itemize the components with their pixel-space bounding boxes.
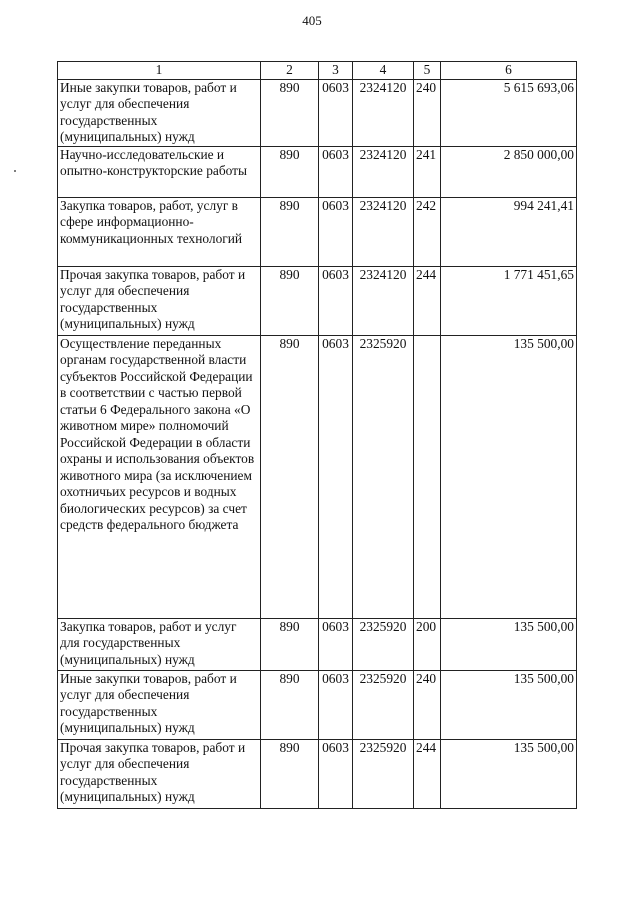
row-amount: 135 500,00 [441, 618, 577, 670]
margin-speck [14, 170, 16, 172]
row-section-code: 0603 [319, 79, 353, 146]
page-number: 405 [302, 13, 322, 28]
row-expense-type: 200 [414, 618, 441, 670]
row-name: Закупка товаров, работ и услуг для государственных (муниципальных) нужд [58, 618, 261, 670]
row-section-code: 0603 [319, 335, 353, 618]
row-section-code: 0603 [319, 739, 353, 808]
row-amount: 135 500,00 [441, 739, 577, 808]
row-section-code: 0603 [319, 670, 353, 739]
budget-table [57, 61, 577, 809]
table-row [58, 335, 577, 618]
header-col-2: 2 [261, 62, 319, 80]
row-name: Научно-исследовательские и опытно-конструкторские работы [58, 146, 261, 197]
row-amount: 994 241,41 [441, 197, 577, 266]
row-target-code: 2324120 [353, 197, 414, 266]
row-name: Закупка товаров, работ, услуг в сфере информационно-коммуникационных технологий [58, 197, 261, 266]
header-row [58, 62, 577, 80]
table-row [58, 197, 577, 266]
row-admin-code: 890 [261, 266, 319, 335]
row-target-code: 2324120 [353, 266, 414, 335]
row-target-code: 2324120 [353, 146, 414, 197]
row-name: Осуществление переданных органам государственной власти субъектов Российской Федерации в соответствии с частью первой статьи 6 Федерального закона «О животном мире» полномочий Российской Федерации в области охраны и использования объектов животного мира (за исключением охотничьих ресурсов и водных биологических ресурсов) за счет средств федерального бюджета [58, 335, 261, 618]
row-section-code: 0603 [319, 618, 353, 670]
row-expense-type: 240 [414, 670, 441, 739]
row-amount: 135 500,00 [441, 335, 577, 618]
row-name: Прочая закупка товаров, работ и услуг для обеспечения государственных (муниципальных) нужд [58, 266, 261, 335]
row-expense-type: 241 [414, 146, 441, 197]
table-row [58, 266, 577, 335]
row-target-code: 2325920 [353, 618, 414, 670]
row-section-code: 0603 [319, 146, 353, 197]
row-amount: 1 771 451,65 [441, 266, 577, 335]
row-amount: 5 615 693,06 [441, 79, 577, 146]
row-name: Прочая закупка товаров, работ и услуг для обеспечения государственных (муниципальных) нужд [58, 739, 261, 808]
row-admin-code: 890 [261, 670, 319, 739]
table-row [58, 146, 577, 197]
table-row [58, 618, 577, 670]
row-amount: 2 850 000,00 [441, 146, 577, 197]
header-col-4: 4 [353, 62, 414, 80]
row-section-code: 0603 [319, 197, 353, 266]
row-admin-code: 890 [261, 335, 319, 618]
header-col-1: 1 [58, 62, 261, 80]
table-row [58, 670, 577, 739]
row-expense-type: 244 [414, 266, 441, 335]
row-name: Иные закупки товаров, работ и услуг для обеспечения государственных (муниципальных) нужд [58, 79, 261, 146]
row-admin-code: 890 [261, 146, 319, 197]
row-expense-type [414, 335, 441, 618]
row-admin-code: 890 [261, 197, 319, 266]
row-section-code: 0603 [319, 266, 353, 335]
row-name: Иные закупки товаров, работ и услуг для обеспечения государственных (муниципальных) нужд [58, 670, 261, 739]
table-row [58, 739, 577, 808]
row-target-code: 2325920 [353, 739, 414, 808]
row-expense-type: 244 [414, 739, 441, 808]
row-admin-code: 890 [261, 618, 319, 670]
row-target-code: 2325920 [353, 335, 414, 618]
header-col-5: 5 [414, 62, 441, 80]
row-expense-type: 240 [414, 79, 441, 146]
row-target-code: 2324120 [353, 79, 414, 146]
header-col-6: 6 [441, 62, 577, 80]
table-row [58, 79, 577, 146]
row-admin-code: 890 [261, 739, 319, 808]
row-expense-type: 242 [414, 197, 441, 266]
row-target-code: 2325920 [353, 670, 414, 739]
row-admin-code: 890 [261, 79, 319, 146]
row-amount: 135 500,00 [441, 670, 577, 739]
header-col-3: 3 [319, 62, 353, 80]
